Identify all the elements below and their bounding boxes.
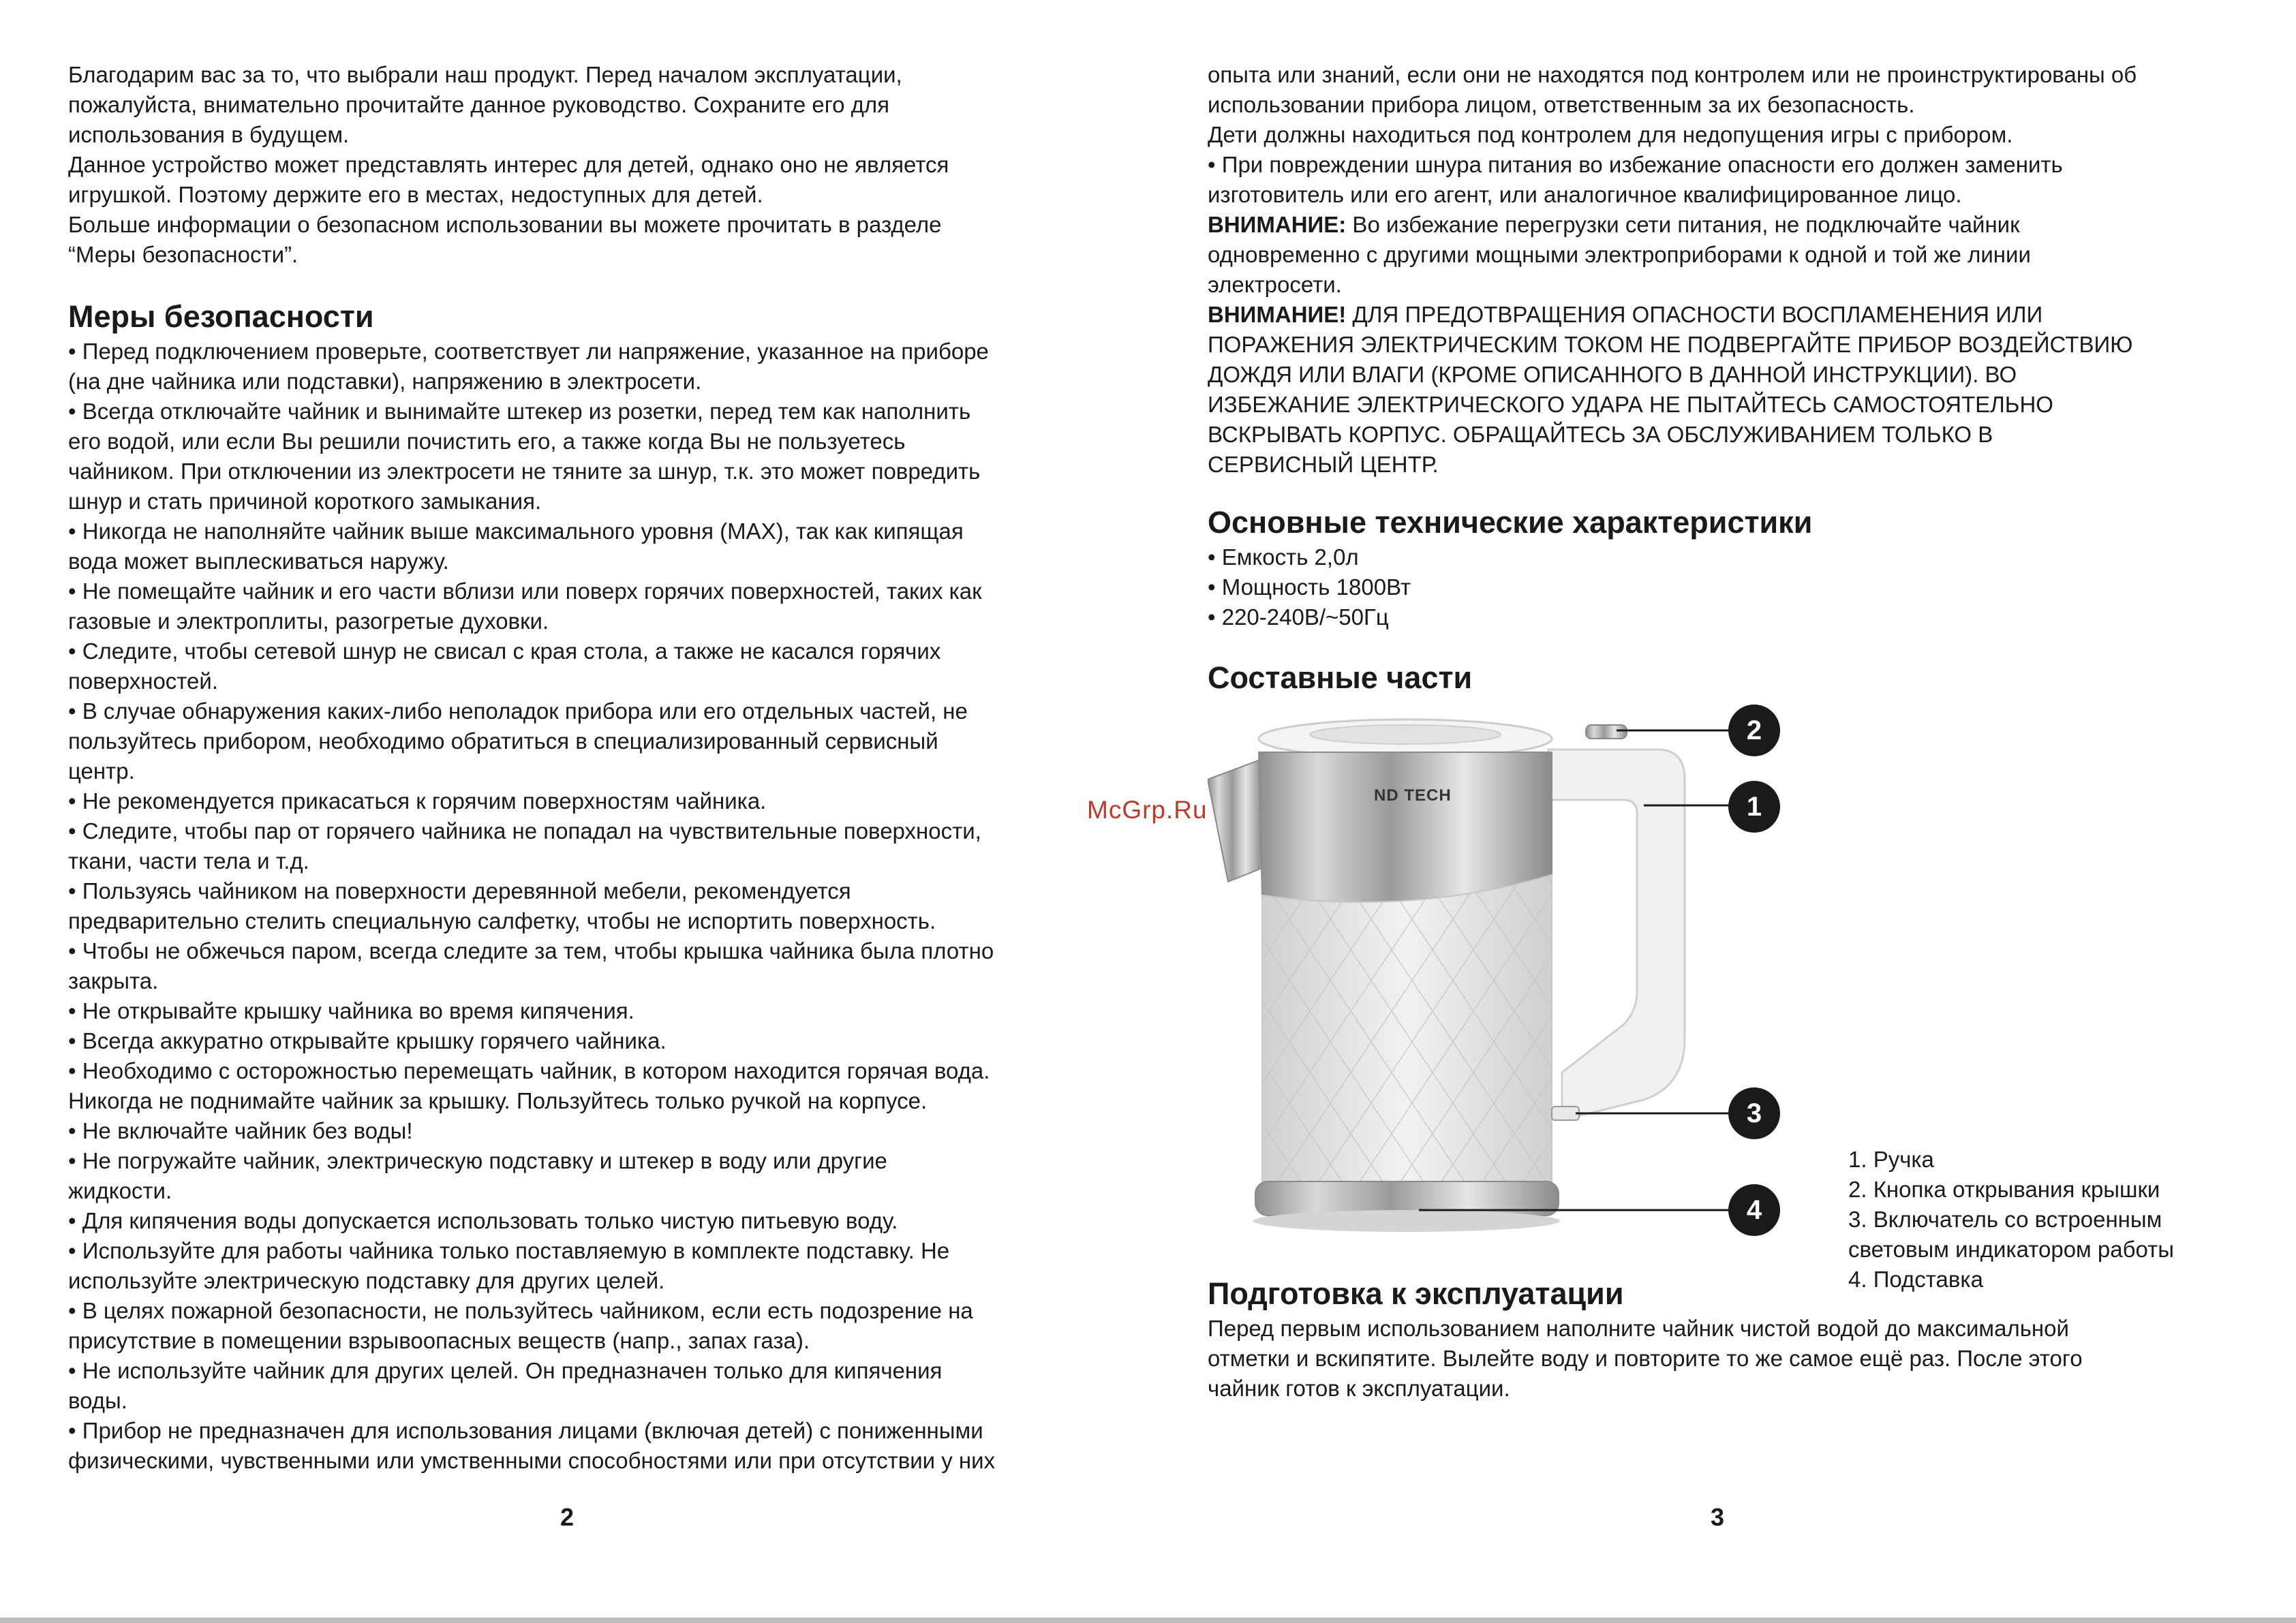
text-line: изготовитель или его агент, или аналогичное квалифицированное лицо. xyxy=(1208,182,1962,207)
callout-3: 3 xyxy=(1728,1087,1780,1139)
text-line: Данное устройство может представлять интерес для детей, однако оно не является xyxy=(68,152,949,177)
text-line: чайник готов к эксплуатации. xyxy=(1208,1376,1510,1401)
text-line: ПОРАЖЕНИЯ ЭЛЕКТРИЧЕСКИМ ТОКОМ НЕ ПОДВЕРГАЙТЕ ПРИБОР ВОЗДЕЙСТВИЮ xyxy=(1208,332,2133,357)
legend-item: 1. Ручка xyxy=(1848,1147,1934,1172)
legend-item: 3. Включатель со встроенным xyxy=(1848,1207,2162,1232)
watermark: McGrp.Ru xyxy=(1087,796,1208,824)
text-line: • Прибор не предназначен для использования лицами (включая детей) с пониженными xyxy=(68,1418,983,1443)
text-line: Во избежание перегрузки сети питания, не подключайте чайник xyxy=(1346,212,2020,237)
text-line: • Не рекомендуется прикасаться к горячим поверхностям чайника. xyxy=(68,788,767,814)
brand-logo: ND TECH xyxy=(1374,786,1452,805)
text-line: • При повреждении шнура питания во избежание опасности его должен заменить xyxy=(1208,152,2063,177)
spec-item: • Мощность 1800Вт xyxy=(1208,574,1411,600)
safety-list xyxy=(68,337,1097,1476)
steel-collar-shape xyxy=(1259,752,1552,902)
intro-text xyxy=(68,60,1097,270)
text-line: пользуйтесь прибором, необходимо обратиться в специализированный сервисный xyxy=(68,728,938,754)
text-line: • Не помещайте чайник и его части вблизи или поверх горячих поверхностей, таких как xyxy=(68,578,982,604)
warning-paragraph xyxy=(1208,210,2230,240)
right-page xyxy=(1208,60,2230,1404)
left-page xyxy=(68,60,1097,1476)
text-line: • Не используйте чайник для других целей. Он предназначен только для кипячения xyxy=(68,1358,943,1383)
page-number: 2 xyxy=(560,1503,575,1531)
text-line: Никогда не поднимайте чайник за крышку. Пользуйтесь только ручкой на корпусе. xyxy=(68,1088,928,1113)
text-line: • Следите, чтобы сетевой шнур не свисал с края стола, а также не касался горячих xyxy=(68,638,941,664)
text-line: его водой, или если Вы решили почистить его, а также когда Вы не пользуетесь xyxy=(68,429,906,454)
text-line: СЕРВИСНЫЙ ЦЕНТР. xyxy=(1208,452,1439,477)
text-line: Перед первым использованием наполните чайник чистой водой до максимальной xyxy=(1208,1316,2069,1341)
text-line: физическими, чувственными или умственными способностями или при отсутствии у них xyxy=(68,1448,996,1473)
text-line: • Не открывайте крышку чайника во время кипячения. xyxy=(68,998,634,1023)
text-line: электросети. xyxy=(1208,272,1342,297)
text-line: • В целях пожарной безопасности, не пользуйтесь чайником, если есть подозрение на xyxy=(68,1298,973,1323)
text-line: вода может выплескиваться наружу. xyxy=(68,548,449,574)
text-line: • Не погружайте чайник, электрическую подставку и штекер в воду или другие xyxy=(68,1148,887,1173)
callout-4: 4 xyxy=(1728,1184,1780,1236)
text-line: предварительно стелить специальную салфетку, чтобы не испортить поверхность. xyxy=(68,908,936,933)
legend-item: 4. Подставка xyxy=(1848,1267,1983,1292)
text-line: Больше информации о безопасном использовании вы можете прочитать в разделе xyxy=(68,212,942,237)
text-line: • Используйте для работы чайника только поставляемую в комплекте подставку. Не xyxy=(68,1238,950,1263)
text-line: “Меры безопасности”. xyxy=(68,242,299,267)
text-line: ВСКРЫВАТЬ КОРПУС. ОБРАЩАЙТЕСЬ ЗА ОБСЛУЖИВАНИЕМ ТОЛЬКО В xyxy=(1208,422,1993,447)
text-line: одновременно с другими мощными электроприборами к одной и той же линии xyxy=(1208,242,2031,267)
text-line: • Всегда отключайте чайник и вынимайте штекер из розетки, перед тем как наполнить xyxy=(68,399,971,424)
prep-heading: Подготовка к эксплуатации xyxy=(1208,1276,1624,1311)
text-line: • Следите, чтобы пар от горячего чайника не попадал на чувствительные поверхности, xyxy=(68,818,981,844)
legend-item: 2. Кнопка открывания крышки xyxy=(1848,1177,2160,1202)
text-line: использования в будущем. xyxy=(68,122,350,147)
text-line: • В случае обнаружения каких-либо неполадок прибора или его отдельных частей, не xyxy=(68,698,968,724)
parts-heading: Составные части xyxy=(1208,660,1473,695)
parts-legend xyxy=(1848,1145,2174,1295)
text-line: использовании прибора лицом, ответственным за их безопасность. xyxy=(1208,92,1915,117)
spec-item: • Емкость 2,0л xyxy=(1208,544,1359,570)
text-line: жидкости. xyxy=(68,1178,172,1203)
legend-item: световым индикатором работы xyxy=(1848,1237,2174,1262)
text-line: • Всегда аккуратно открывайте крышку горячего чайника. xyxy=(68,1028,667,1053)
warning-label: ВНИМАНИЕ! xyxy=(1208,302,1347,327)
bottom-border xyxy=(0,1618,2296,1623)
text-line: (на дне чайника или подставки), напряжению в электросети. xyxy=(68,369,702,394)
text-line: ткани, части тела и т.д. xyxy=(68,848,309,874)
page-number: 3 xyxy=(1711,1503,1725,1531)
kettle-figure xyxy=(1208,705,2230,1292)
spout-shape xyxy=(1208,759,1262,882)
warning-label: ВНИМАНИЕ: xyxy=(1208,212,1347,237)
text-line: ДОЖДЯ ИЛИ ВЛАГИ (КРОМЕ ОПИСАННОГО В ДАННОЙ ИНСТРУКЦИИ). ВО xyxy=(1208,362,2017,387)
text-line: пожалуйста, внимательно прочитайте данное руководство. Сохраните его для xyxy=(68,92,889,117)
text-line: поверхностей. xyxy=(68,668,218,694)
warning-paragraph xyxy=(1208,300,2230,330)
text-line: • Чтобы не обжечься паром, всегда следите за тем, чтобы крышка чайника была плотно xyxy=(68,938,994,963)
text-line: Дети должны находиться под контролем для недопущения игры с прибором. xyxy=(1208,122,2013,147)
text-line: закрыта. xyxy=(68,968,159,993)
safety-heading: Меры безопасности xyxy=(68,299,374,334)
text-line: ДЛЯ ПРЕДОТВРАЩЕНИЯ ОПАСНОСТИ ВОСПЛАМЕНЕНИЯ ИЛИ xyxy=(1346,302,2043,327)
text-line: • Пользуясь чайником на поверхности деревянной мебели, рекомендуется xyxy=(68,878,851,903)
text-line: Благодарим вас за то, что выбрали наш продукт. Перед началом эксплуатации, xyxy=(68,62,902,87)
text-line: • Необходимо с осторожностью перемещать чайник, в котором находится горячая вода. xyxy=(68,1058,990,1083)
text-line: опыта или знаний, если они не находятся под контролем или не проинструктированы об xyxy=(1208,62,2137,87)
text-line: • Никогда не наполняйте чайник выше максимального уровня (MAX), так как кипящая xyxy=(68,519,964,544)
switch-shape xyxy=(1552,1107,1579,1120)
text-line: • Перед подключением проверьте, соответствует ли напряжение, указанное на приборе xyxy=(68,339,989,364)
callout-1: 1 xyxy=(1728,781,1780,833)
spec-item: • 220-240В/~50Гц xyxy=(1208,604,1389,630)
lid-button-shape xyxy=(1586,725,1627,739)
text-line: воды. xyxy=(68,1388,127,1413)
text-line: • Не включайте чайник без воды! xyxy=(68,1118,413,1143)
text-line: чайником. При отключении из электросети не тяните за шнур, т.к. это может повредить xyxy=(68,459,981,484)
text-line: отметки и вскипятите. Вылейте воду и повторите то же самое ещё раз. После этого xyxy=(1208,1346,2083,1371)
callout-2: 2 xyxy=(1728,705,1780,756)
text-line: газовые и электроплиты, разогретые духовки. xyxy=(68,608,549,634)
text-line: • Для кипячения воды допускается использовать только чистую питьевую воду. xyxy=(68,1208,898,1233)
text-line: шнур и стать причиной короткого замыкания. xyxy=(68,489,542,514)
specs-heading: Основные технические характеристики xyxy=(1208,505,1813,540)
text-line: используйте электрическую подставку для других целей. xyxy=(68,1268,665,1293)
text-line: присутствие в помещении взрывоопасных веществ (напр., запах газа). xyxy=(68,1328,810,1353)
text-line: игрушкой. Поэтому держите его в местах, недоступных для детей. xyxy=(68,182,763,207)
text-line: центр. xyxy=(68,758,135,784)
text-line: ИЗБЕЖАНИЕ ЭЛЕКТРИЧЕСКОГО УДАРА НЕ ПЫТАЙТЕСЬ САМОСТОЯТЕЛЬНО xyxy=(1208,392,2053,417)
